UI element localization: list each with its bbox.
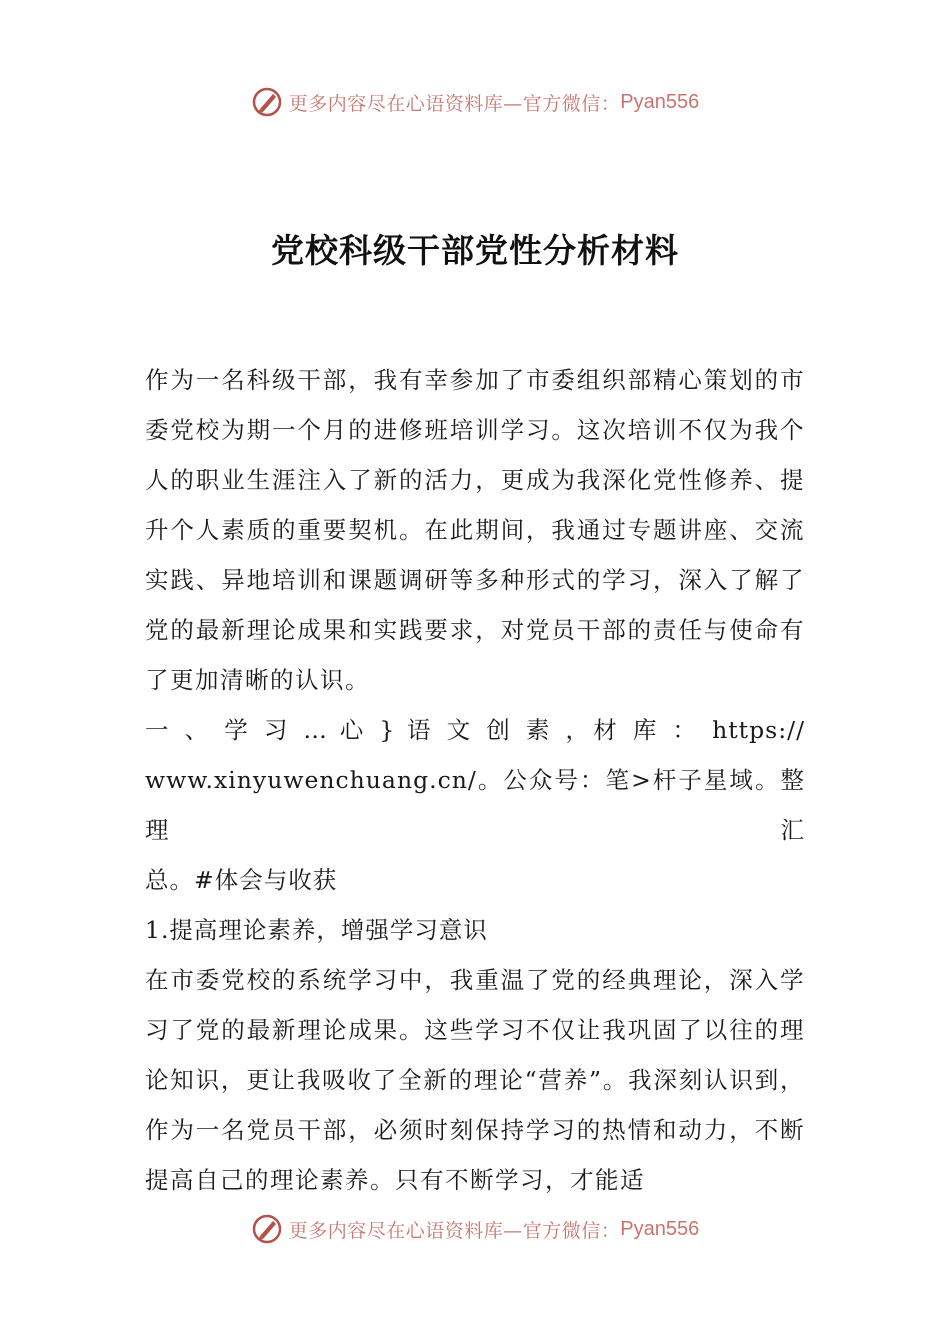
watermark-banner-top <box>0 82 950 122</box>
subheading: 1.提高理论素养，增强学习意识 <box>145 916 488 944</box>
watermark-text: 更多内容尽在心语资料库—官方微信： <box>288 92 621 115</box>
document-body <box>145 355 805 1205</box>
pen-logo-icon <box>251 86 283 118</box>
section-heading-line2: www.xinyuwenchuang.cn/。公众号：笔>杆子星域。整理汇 <box>145 766 805 844</box>
pen-logo-icon <box>251 1213 283 1245</box>
watermark-banner-bottom <box>0 1209 950 1249</box>
section-heading-line1: 一 、 学 习 … 心 } 语 文 创 素 ，材 库 ： https:// <box>145 716 805 744</box>
watermark-text: 更多内容尽在心语资料库—官方微信： <box>288 1219 621 1242</box>
paragraph-intro: 作为一名科级干部，我有幸参加了市委组织部精心策划的市委党校为期一个月的进修班培训学习。这次培训不仅为我个人的职业生涯注入了新的活力，更成为我深化党性修养、提升个人素质的重要契机。在此期间，我通过专题讲座、交流实践、异地培训和课题调研等多种形式的学习，深入了解了党的最新理论成果和实践要求，对党员干部的责任与使命有了更加清晰的认识。 <box>145 366 805 694</box>
paragraph-study: 在市委党校的系统学习中，我重温了党的经典理论，深入学习了党的最新理论成果。这些学习不仅让我巩固了以往的理论知识，更让我吸收了全新的理论“营养”。我深刻认识到，作为一名党员干部，必须时刻保持学习的热情和动力，不断提高自己的理论素养。只有不断学习，才能适 <box>145 966 805 1194</box>
watermark-wechat-id: Pyan556 <box>620 90 700 113</box>
watermark-wechat-id: Pyan556 <box>620 1217 700 1240</box>
section-heading-line3: 总。#体会与收获 <box>145 866 338 894</box>
document-title: 党校科级干部党性分析材料 <box>271 231 679 270</box>
